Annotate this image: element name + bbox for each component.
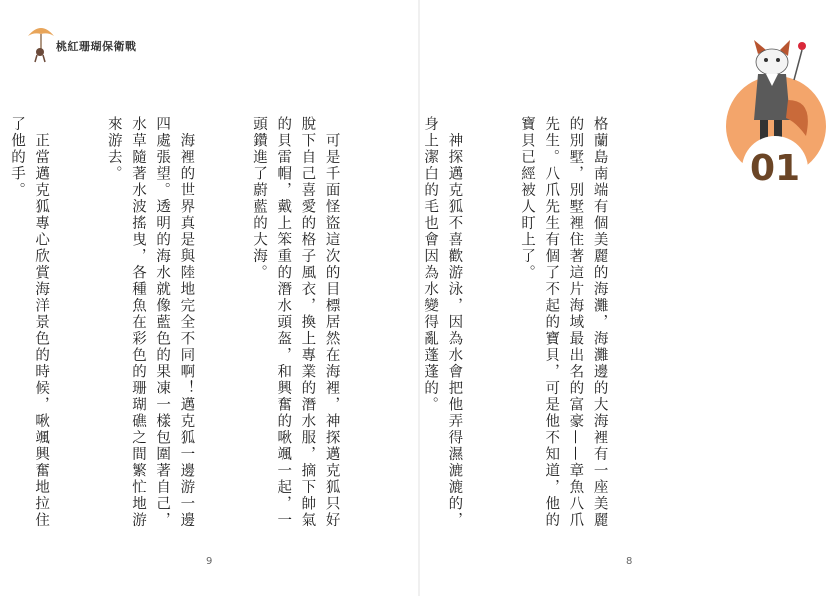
- page-number-right: 8: [626, 556, 633, 567]
- paragraph: 正當邁克狐專心欣賞海洋景色的時候，啾颯興奮地拉住了他的手。: [8, 116, 50, 529]
- paragraph: 格蘭島南端有個美麗的海灘，海灘邊的大海裡有一座美麗的別墅，別墅裡住著這片海域最出名的富豪——章魚八爪先生。八爪先生有個了不起的寶貝，可是他不知道，他的寶貝已經被人盯上了。: [518, 116, 608, 529]
- right-page-body: [422, 116, 660, 536]
- paragraph: 神探邁克狐不喜歡游泳，因為水會把他弄得濕漉漉的，身上潔白的毛也會因為水變得亂蓬蓬的。: [422, 116, 463, 529]
- mascot-umbrella-icon: [26, 22, 56, 64]
- chapter-number: 01: [749, 148, 801, 189]
- running-header: [26, 22, 206, 62]
- paragraph: 海裡的世界真是與陸地完全不同啊！邁克狐一邊游一邊四處張望。透明的海水就像藍色的果凍一樣包圍著自己，水草隨著水波搖曳，各種魚在彩色的珊瑚礁之間繁忙地游來游去。: [105, 116, 195, 529]
- left-page-body: [8, 116, 392, 536]
- page-number-left: 9: [206, 556, 213, 567]
- chapter-badge: [720, 40, 840, 200]
- fox-detective-illustration-icon: [734, 40, 814, 150]
- paragraph: 可是千面怪盜這次的目標居然在海裡，神探邁克狐只好脫下自己喜愛的格子風衣，換上專業的潛水服，摘下帥氣的貝雷帽，戴上笨重的潛水頭盔，和興奮的啾颯一起，一頭鑽進了蔚藍的大海。: [250, 116, 340, 529]
- series-title: 桃紅珊瑚保衛戰: [56, 40, 137, 53]
